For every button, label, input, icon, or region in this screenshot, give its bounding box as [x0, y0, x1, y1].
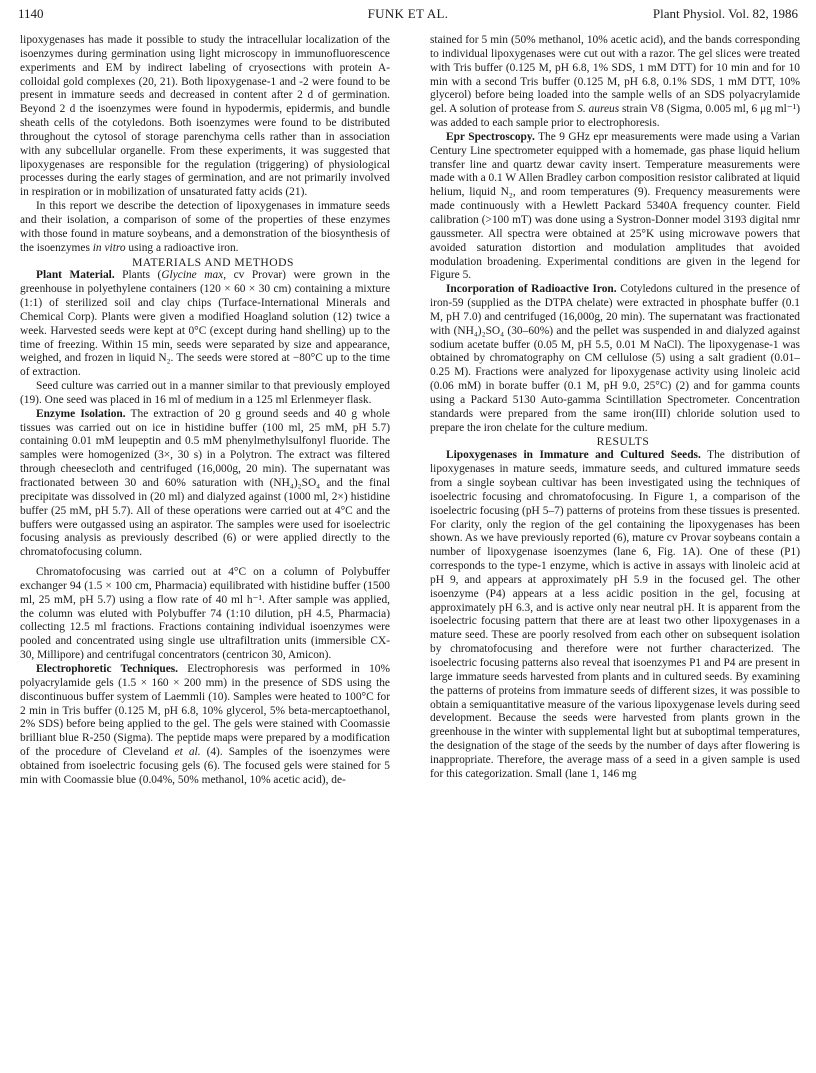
run-in-heading: Enzyme Isolation.: [36, 407, 126, 420]
results-paragraph: Lipoxygenases in Immature and Cultured Seeds. The distribution of lipoxygenases in mature seeds, immature seeds, and cultured immature seeds from a single soybean cultivar has been investigated using the techniques of isoelectric focusing and chromatofocusing. In Figure 1, a comparison of the isoelectric focusing (pH 5–7) patterns of proteins from these tissues is presented. For clarity, only the region of the gel containing the lipoxygenases has been shown. As we have previously reported (6), mature cv Provar soybeans contain a number of lipoxygenase isoenzymes (lane 6, Fig. 1A). One of these (P1) corresponds to the type-1 enzyme, which is active in assays with linoleic acid at pH 9, and appears at approximately pH 5.9 in the focused gel. The other isoenzyme (P4) appears at a less acidic position in the gel, focusing at approximately pH 6.3, and is active only near neutral pH. It is apparent from the isoelectric focusing pattern that there are at least two other lipoxygenases in a mature seed. These are poorly resolved from each other on subsequent isolation by chromatofocusing and therefore were not further characterized. The isoelectric focusing patterns also reveal that isoenzymes P1 and P4 are present in large immature seeds harvested from plants and in cultured seeds. By examining the patterns of proteins from immature seeds of different sizes, it was possible to obtain a semiquantitative measure of the various lipoxygenase levels during seed development. Because the seeds were harvested from plants grown in the greenhouse in the winter with supplemental light but at suboptimal temperatures, the designation of the stage of the seeds by the number of days after flowering is inappropriate. Therefore, the average mass of a seed in a given sample is used for this categorization. Small (lane 1, 146 mg: [430, 449, 800, 780]
chromatofocusing-paragraph: Chromatofocusing was carried out at 4°C on a column of Polybuffer exchanger 94 (1.5 × 100 cm, Pharmacia) equilibrated with histidine buffer (1500 ml, 25 mM, pH 5.7) using a flow rate of 40 ml h⁻¹. After sample was applied, the column was eluted with Polybuffer 74 (1:10 dilution, pH 4.5, Pharmacia) collecting 12.5 ml fractions. Fractions containing individual isoenzymes were pooled and concentrated using single use ultrafiltration units (immersible CX-30, Millipore) and centrifugal concentrators (centricon 30, Amicon).: [20, 566, 390, 662]
run-in-heading: Incorporation of Radioactive Iron.: [446, 283, 617, 296]
section-heading-methods: MATERIALS AND METHODS: [132, 255, 294, 269]
right-column: [430, 34, 800, 782]
journal-citation: Plant Physiol. Vol. 82, 1986: [652, 6, 798, 21]
run-in-heading: Lipoxygenases in Immature and Cultured Seeds.: [446, 449, 701, 462]
seed-culture-paragraph: Seed culture was carried out in a manner similar to that previously employed (19). One seed was placed in 16 ml of medium in a 125 ml Erlenmeyer flask.: [20, 380, 390, 406]
radioactive-iron-paragraph: Incorporation of Radioactive Iron. Cotyledons cultured in the presence of iron-59 (supplied as the DTPA chelate) were extracted in phosphate buffer (0.1 M, pH 7.0) and centrifuged (16,000g, 20 min). The supernatant was fractionated with (NH₄)₂SO₄ (30–60%) and the pellet was suspended in and dialyzed against sodium acetate buffer (0.05 M, pH 5.5, 0.01 M NaCl). The lipoxygenase-1 was obtained by chromatography on CM cellulose (5) using a salt gradient (0.01–0.25 M). Fractions were analyzed for lipoxygenase activity using linoleic acid (0.06 mM) in borate buffer (0.1 M, pH 9.0, 25°C) (2) and for gamma counts using a Packard 5130 Auto-gamma Scintillation Spectrometer. Concentration standards were prepared from the same iron(III) chloride solution used to prepare the iron chelate for the culture medium.: [430, 283, 800, 434]
page-number: 1140: [18, 6, 44, 21]
left-column: [20, 34, 390, 788]
intro-paragraph: In this report we describe the detection of lipoxygenases in immature seeds and their isolation, a comparison of some of the properties of these enzymes with those found in mature soybeans, and a demonstration of the biosynthesis of the isoenzymes in vitro using a radioactive iron.: [20, 200, 390, 254]
run-in-heading: Epr Spectroscopy.: [446, 130, 535, 143]
intro-paragraph-continued: lipoxygenases has made it possible to study the intracellular localization of the isoenzymes during germination using light microscopy in immunofluorescence experiments and EM by indirect labeling of cryosections with protein A-colloidal gold complexes (20, 21). Both lipoxygenase-1 and -2 were found to be present in immature seeds and decreased in content after 2 d of germination. Beyond 2 d the isoenzymes were found in hypodermis, epidermis, and bundle sheath cells of the cotyledons. Both isoenzymes were found to be distributed throughout the cytosol of storage parenchyma cells rather than in association with any subcellular organelle. From these experiments, it was suggested that lipoxygenases are responsible for the regulation (triggering) of physiological processes during the early stages of germination, and are not primarily involved in respiration or in mobilization of unsaturated fatty acids (21).: [20, 34, 390, 199]
epr-paragraph: Epr Spectroscopy. The 9 GHz epr measurements were made using a Varian Century Line spectrometer equipped with a homemade, gas phase liquid helium transfer line and quartz dewar cavity insert. Temperature measurements were made with a 0.1 W Allen Bradley carbon composition resistor calibrated at liquid helium, liquid N₂, and room temperatures (9). Frequency measurements were made continuously with a Hewlett Packard 5340A frequency counter. Field calibration (>100 mT) was done using a Systron-Donner model 3193 digital nmr gaussmeter. All spectra were obtained at 25°K using microwave powers that avoided saturation distortion and modulation amplitudes that avoided modulation broadening. Experimental conditions are given in the legend for Figure 5.: [430, 130, 801, 282]
run-in-heading: Electrophoretic Techniques.: [36, 662, 179, 675]
running-header: [18, 6, 798, 28]
run-in-heading: Plant Material.: [36, 269, 115, 282]
plant-material-paragraph: Plant Material. Plants (Glycine max, cv Provar) were grown in the greenhouse in polyethylene containers (120 × 60 × 30 cm) containing a mixture (1:1) of sterilized soil and clay chips (Turface-International Minerals and Chemical Corp). Plants were given a modified Hoagland solution (12) twice a week. Harvested seeds were kept at 0°C (except during hand shelling) up to the time of freezing. Within 15 min, seeds were separated by size and appearance, weighed, and frozen in liquid N₂. The seeds were stored at −80°C up to the time of extraction.: [20, 269, 390, 379]
section-heading-results: RESULTS: [596, 435, 650, 449]
electrophoretic-paragraph-continued: stained for 5 min (50% methanol, 10% acetic acid), and the bands corresponding to individual lipoxygenases were cut out with a razor. The gel slices were treated with Tris buffer (0.125 M, pH 6.8, 1% SDS, 1 mM DTT) for 10 min and for 10 min with a second Tris buffer (0.125 M, pH 6.8, 0.1% SDS, 1 mM DTT, 10% glycerol) before being loaded into the sample wells of an SDS polyacrylamide gel. A solution of protease from S. aureus strain V8 (Sigma, 0.005 ml, 6 μg ml⁻¹) was added to each sample prior to electrophoresis.: [430, 34, 800, 130]
enzyme-isolation-paragraph: Enzyme Isolation. The extraction of 20 g ground seeds and 40 g whole tissues was carried out on ice in histidine buffer (100 ml, 25 mM, pH 5.7) containing 0.01 mM leupeptin and 0.5 mM phenylmethylsulfonyl fluoride. The samples were homogenized (3×, 30 s) in a Polytron. The extract was filtered through cheesecloth and centrifuged (16,000g, 20 min). The supernatant was fractionated between 30 and 60% saturation with (NH₄)₂SO₄ and the final precipitate was dissolved in (20 ml) and dialyzed against (1000 ml, 2×) histidine buffer (25 mM, pH 5.7). All of these operations were carried out at 4°C and the buffers were outgassed using an aspirator. The samples were used for isoelectric focusing analysis as previously described (6) or were applied directly to the chromatofocusing column.: [20, 407, 390, 559]
electrophoretic-paragraph: Electrophoretic Techniques. Electrophoresis was performed in 10% polyacrylamide gels (1.5 × 160 × 200 mm) in the presence of SDS using the discontinuous buffer system of Laemmli (10). Samples were heated to 100°C for 2 min in Tris buffer (0.125 M, pH 6.8, 10% glycerol, 5% beta-mercaptoethanol, 2% SDS) before being applied to the gel. The gels were stained with Coomassie brilliant blue R-250 (Sigma). The peptide maps were prepared by a modification of the procedure of Cleveland et al. (4). Samples of the isoenzymes were obtained from isoelectric focusing gels (6). The focused gels were stained for 5 min with Coomassie blue (0.04%, 50% methanol, 10% acetic acid), de-: [20, 662, 390, 786]
running-title: FUNK ET AL.: [367, 6, 449, 21]
